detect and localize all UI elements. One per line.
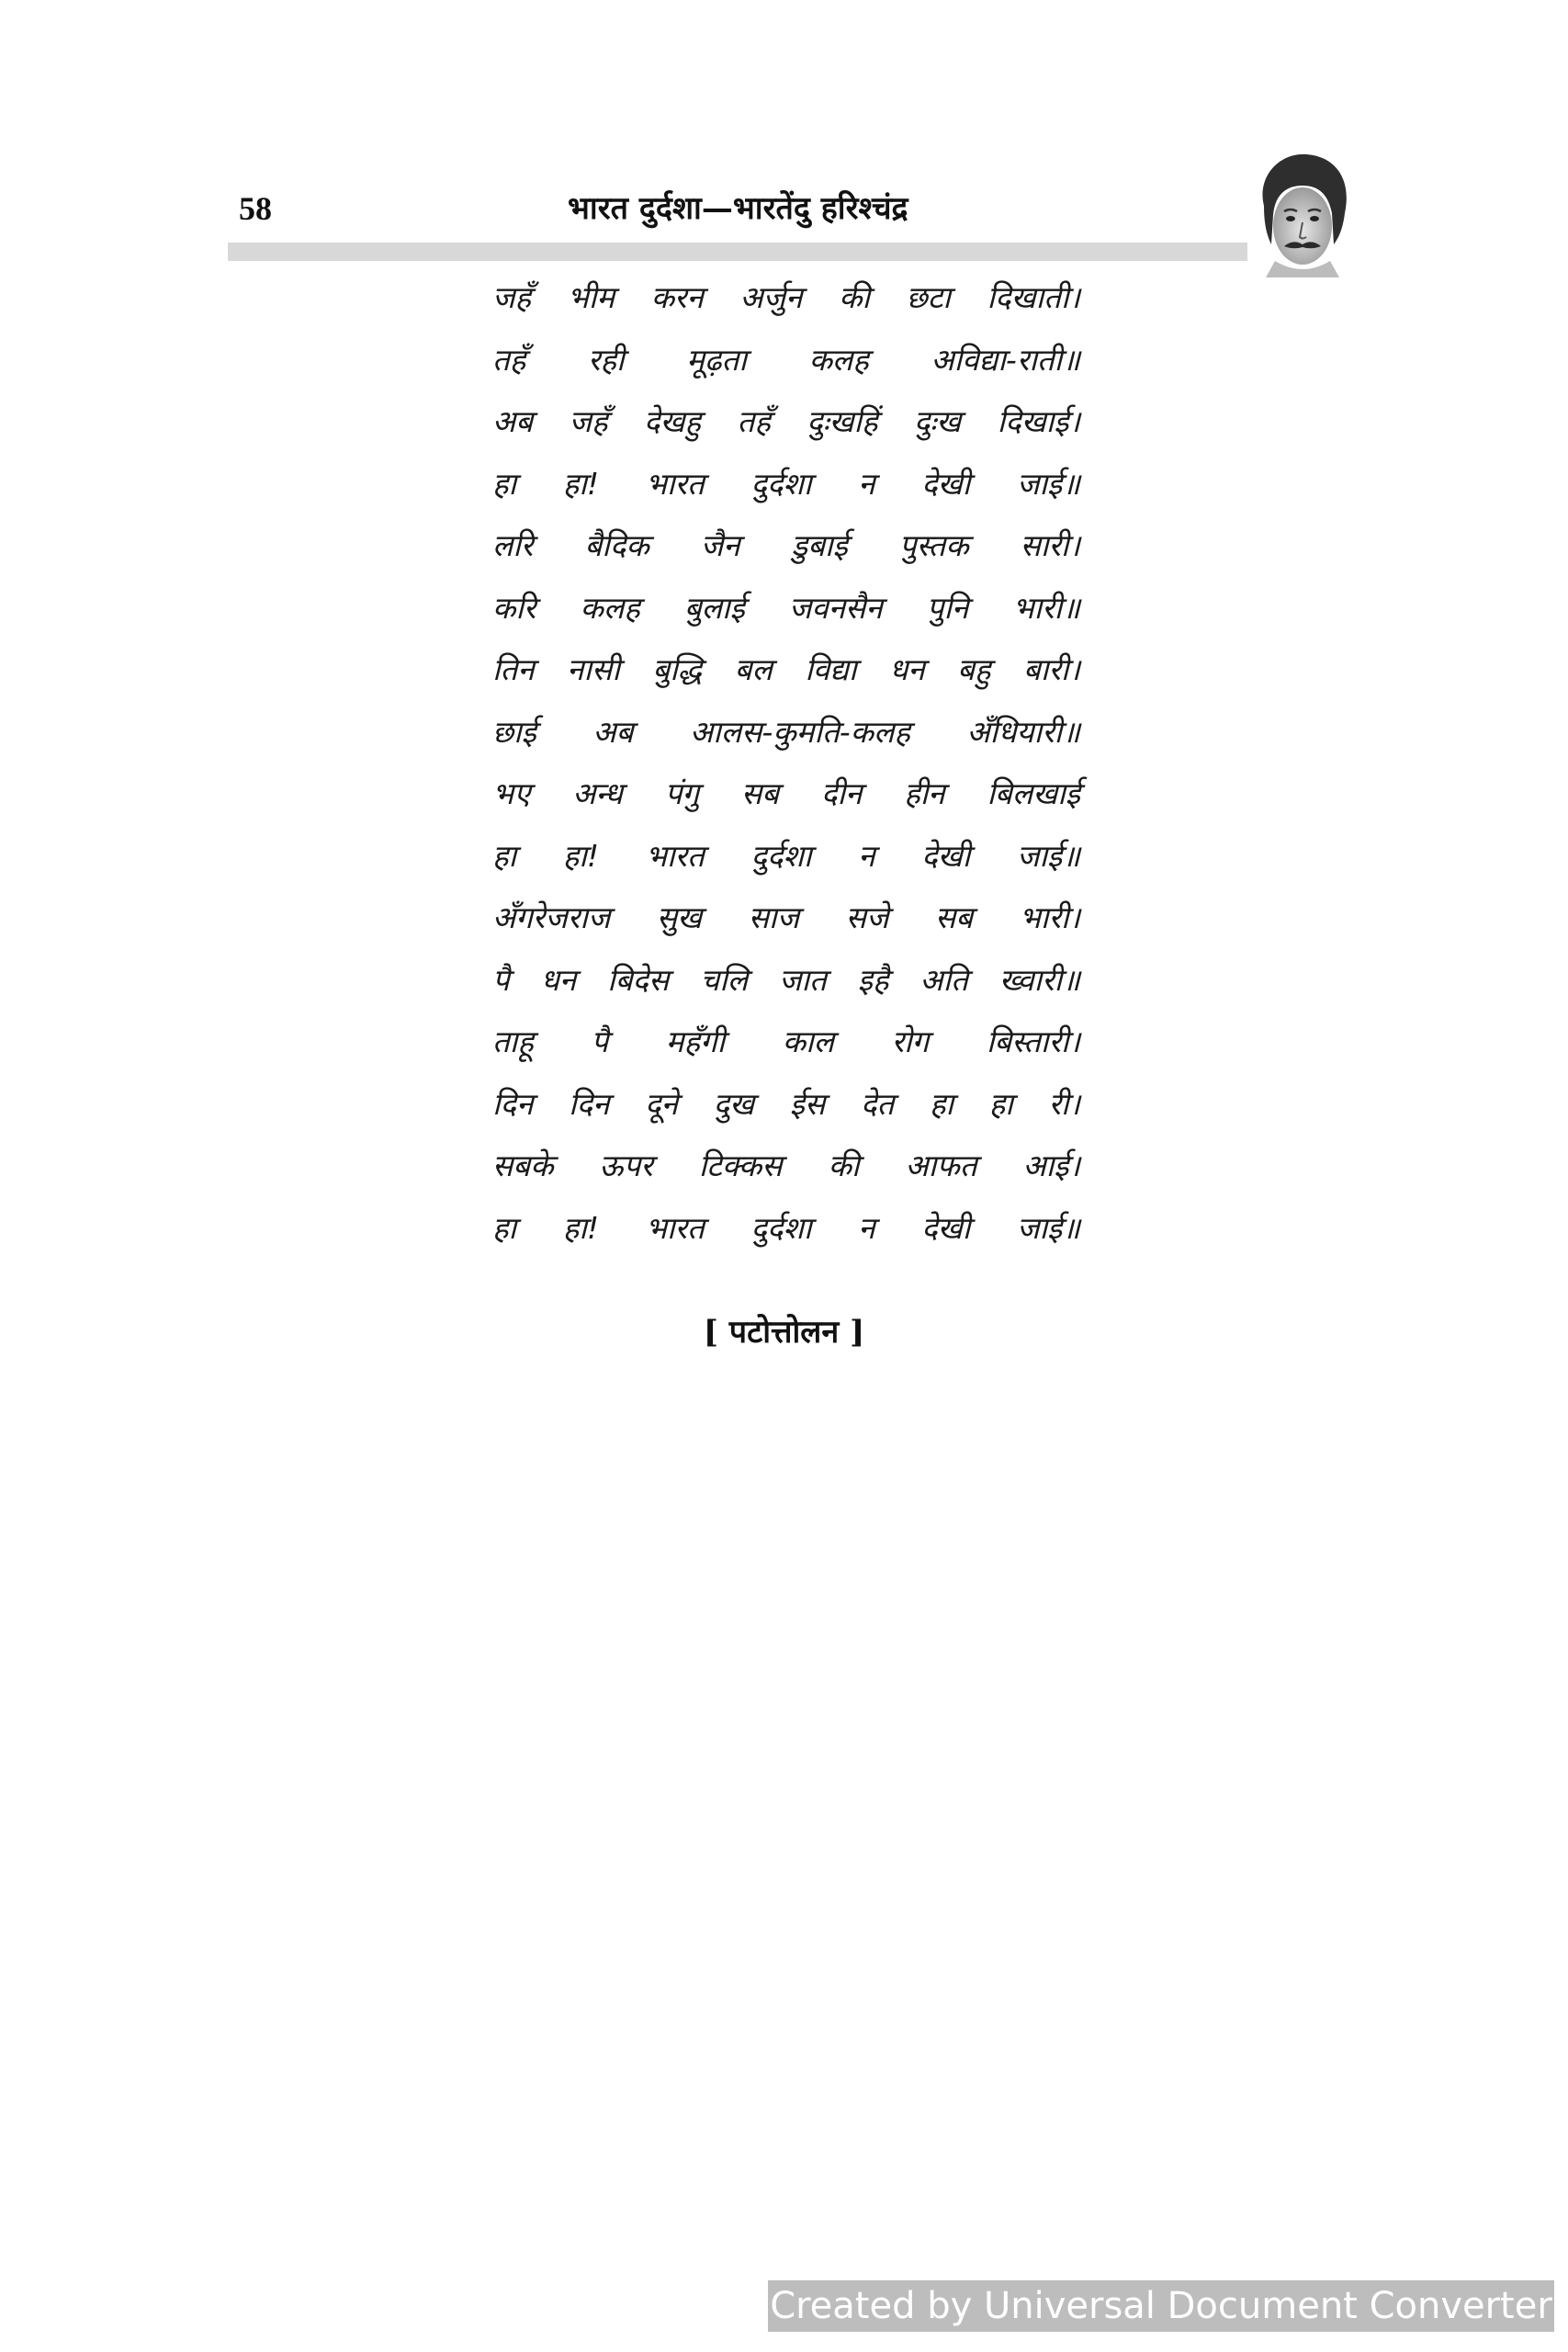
verse-line: अँगरेजराज सुख साज सजे सब भारी। [492,899,1080,935]
verse-line: तहँ रही मूढ़ता कलह अविद्या-राती॥ [492,341,1080,378]
verse-line: छाई अब आलस-कुमति-कलह अँधियारी॥ [492,713,1080,750]
stage-direction: [ पटोत्तोलन ] [703,1314,865,1351]
verse-line: हा हा! भारत दुर्दशा न देखी जाई॥ [492,1209,1080,1246]
converter-watermark: Created by Universal Document Converter [768,2280,1554,2332]
header-rule [228,243,1247,261]
verse-block [492,272,1080,1264]
verse-line: पै धन बिदेस चलि जात इहै अति ख्वारी॥ [492,961,1080,998]
page-number: 58 [239,190,272,227]
verse-line: ताहू पै महँगी काल रोग बिस्तारी। [492,1023,1080,1059]
verse-line: लरि बैदिक जैन डुबाई पुस्तक सारी। [492,527,1080,563]
verse-line: अब जहँ देखहु तहँ दुःखहिं दुःख दिखाई। [492,403,1080,439]
author-portrait-icon [1247,149,1358,277]
verse-line: भए अन्ध पंगु सब दीन हीन बिलखाई [492,775,1080,811]
verse-line: सबके ऊपर टिक्कस की आफत आई। [492,1148,1080,1183]
verse-line: तिन नासी बुद्धि बल विद्या धन बहु बारी। [492,651,1080,687]
verse-line: हा हा! भारत दुर्दशा न देखी जाई॥ [492,465,1080,502]
verse-line: जहँ भीम करन अर्जुन की छटा दिखाती। [492,279,1080,315]
verse-line: दिन दिन दूने दुख ईस देत हा हा री। [492,1085,1080,1122]
page-header [228,138,1385,266]
verse-line: हा हा! भारत दुर्दशा न देखी जाई॥ [492,837,1080,874]
running-title: भारत दुर्दशा—भारतेंदु हरिश्चंद्र [568,190,908,227]
verse-line: करि कलह बुलाई जवनसैन पुनि भारी॥ [492,589,1080,626]
